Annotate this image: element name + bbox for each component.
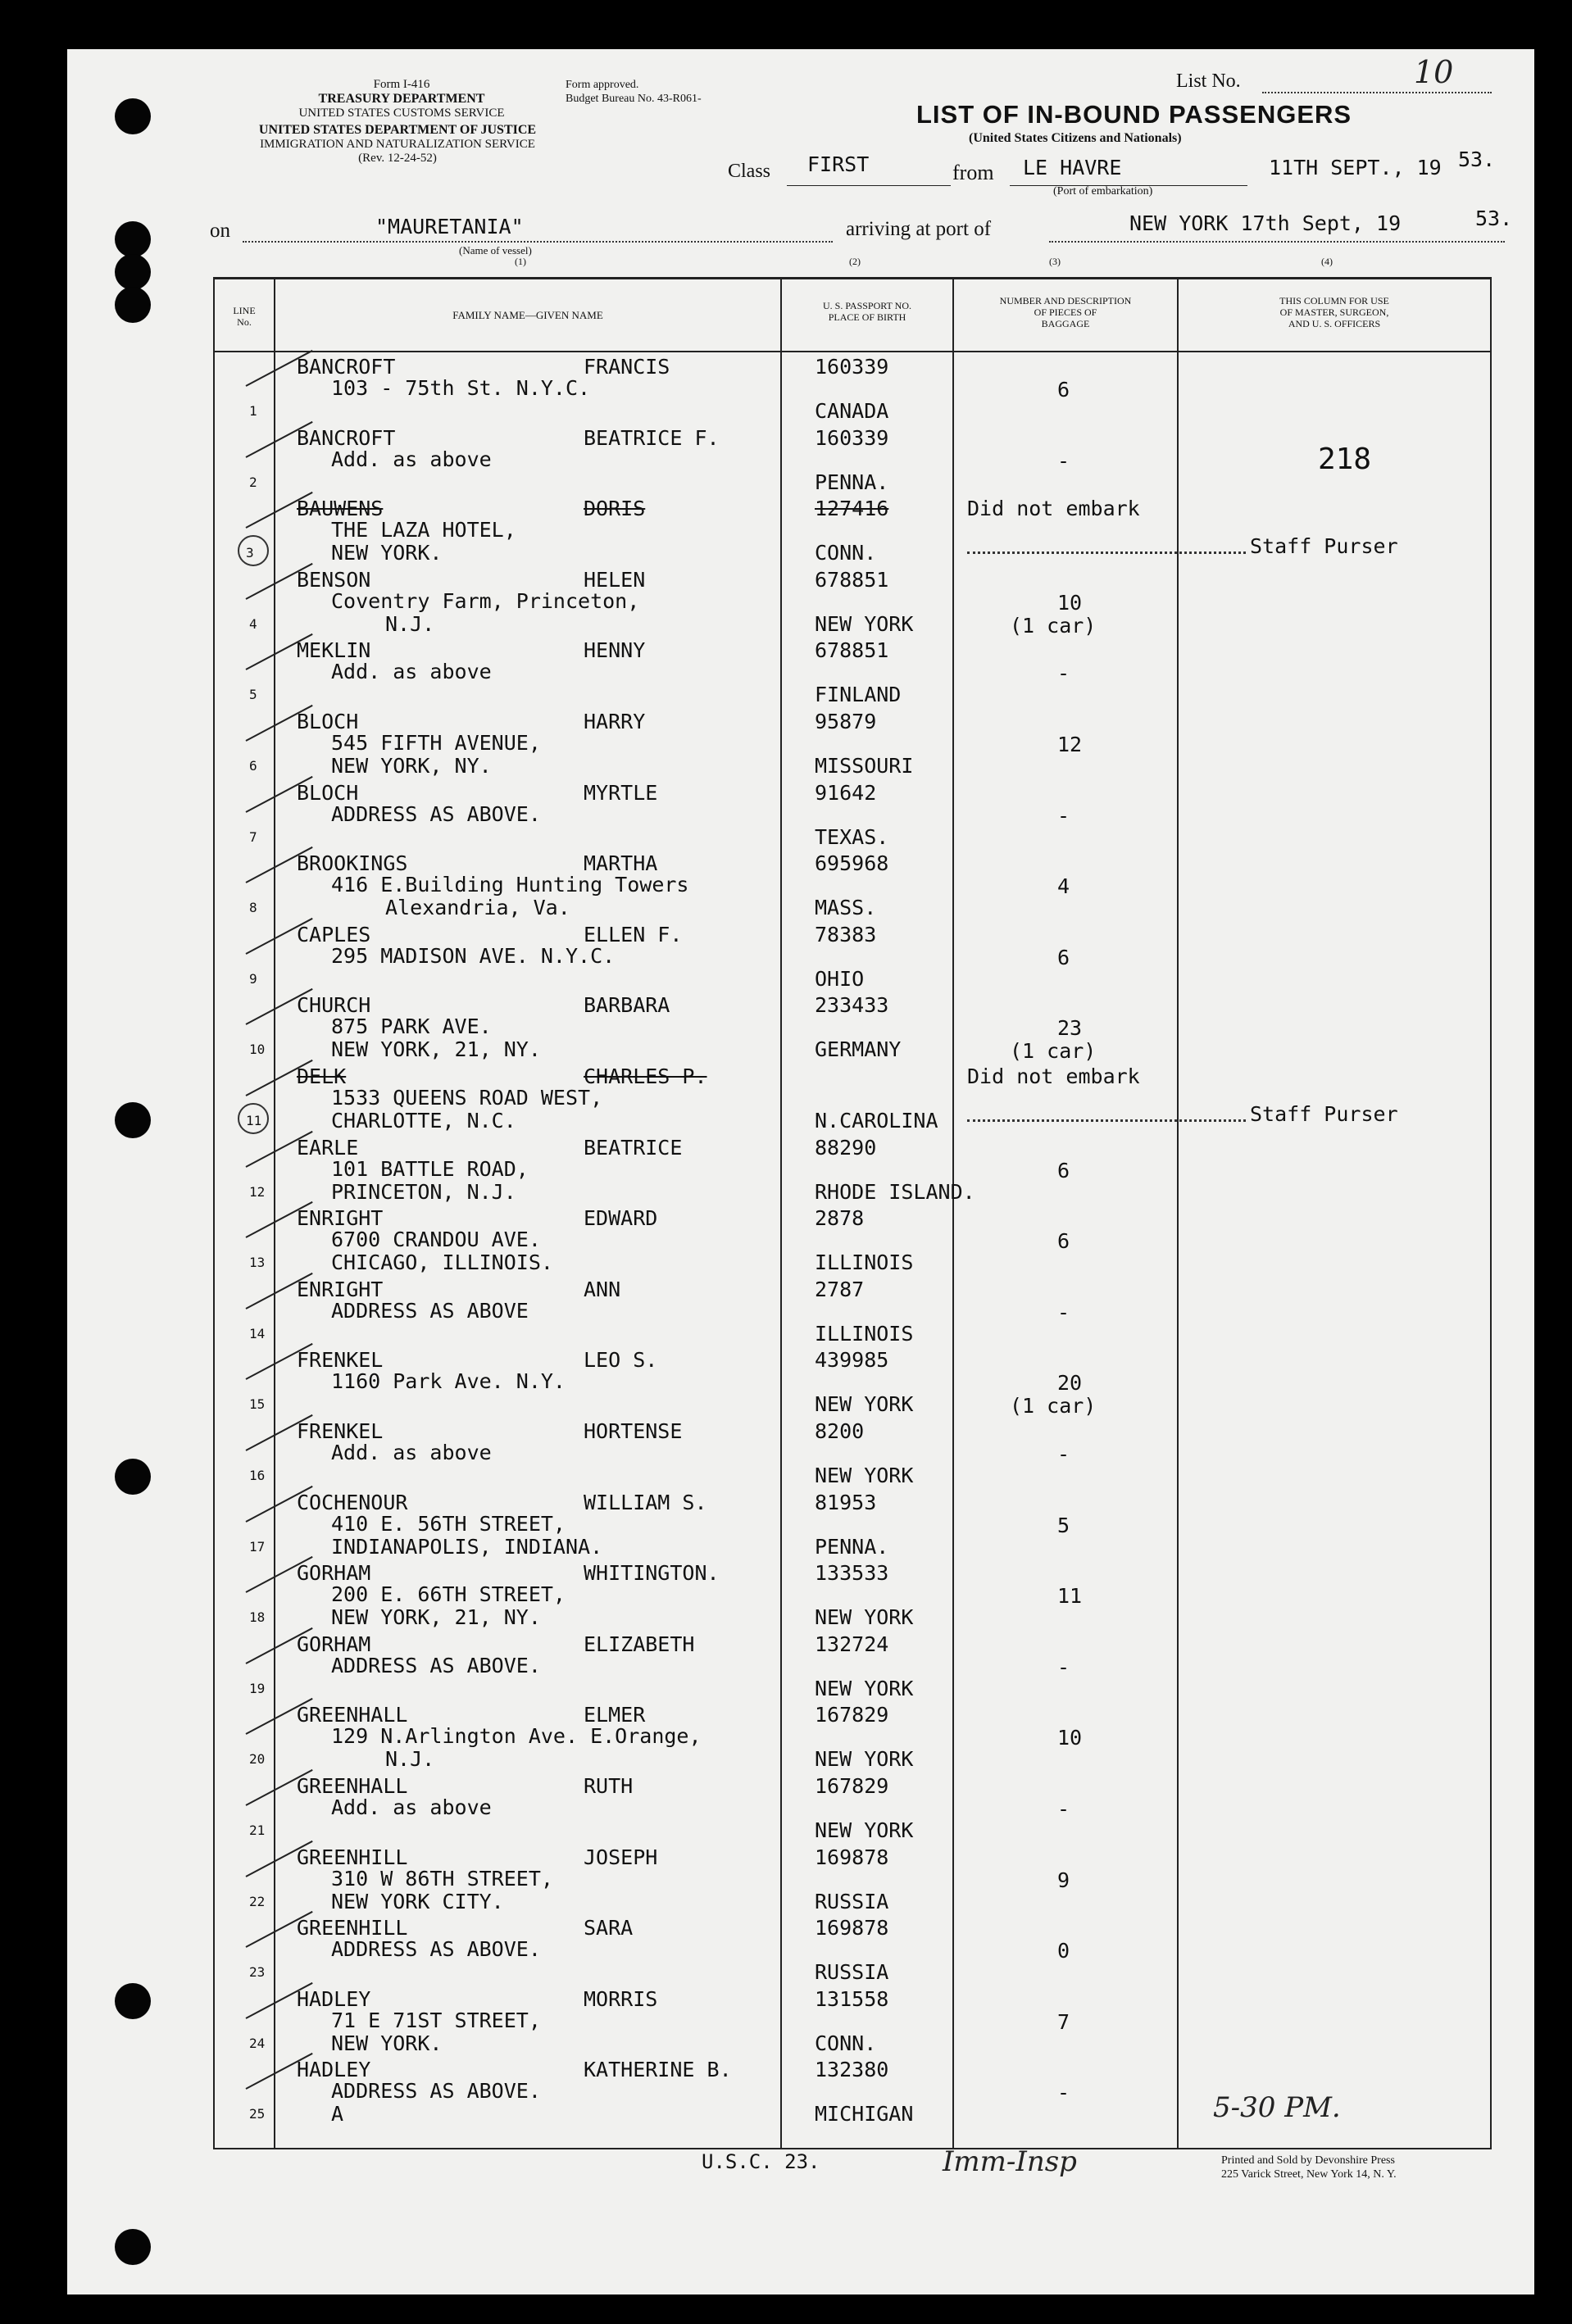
baggage-count: 10 (1057, 590, 1083, 615)
place-of-birth: NEW YORK (815, 1676, 914, 1700)
address-line: N.J. (385, 611, 435, 636)
passport-number: 127416 (815, 497, 889, 521)
passport-number: 132380 (815, 2058, 889, 2082)
line-number: 25 (249, 2106, 266, 2122)
line-number: 22 (249, 1893, 266, 1909)
family-name: MEKLIN (297, 638, 371, 663)
baggage-count: 6 (1057, 378, 1070, 402)
baggage-detail: (1 car) (1010, 613, 1097, 638)
line-number: 9 (249, 970, 257, 987)
officer-note: Staff Purser (1250, 1102, 1398, 1126)
col-header-officers: THIS COLUMN FOR USE OF MASTER, SURGEON, AND U. S. OFFICERS (1279, 295, 1389, 329)
class-label: Class (728, 161, 771, 182)
given-name: ELLEN F. (584, 922, 683, 946)
binder-hole (115, 1983, 151, 2019)
col-number-1: (1) (515, 256, 526, 267)
table-bottom-border (213, 2148, 1492, 2149)
family-name: CHURCH (297, 993, 371, 1018)
address-line: 101 BATTLE ROAD, (331, 1156, 529, 1181)
family-name: GREENHILL (297, 1845, 408, 1869)
place-of-birth: ILLINOIS (815, 1251, 914, 1275)
passport-number: 8200 (815, 1419, 865, 1443)
place-of-birth: ILLINOIS (815, 1321, 914, 1346)
place-of-birth: FINLAND (815, 683, 902, 707)
col-divider-name (780, 277, 782, 2149)
cancelled-circle (238, 535, 269, 566)
address-line: THE LAZA HOTEL, (331, 518, 516, 542)
passport-number: 439985 (815, 1348, 889, 1373)
given-name: MARTHA (584, 851, 658, 876)
baggage-count: Did not embark (967, 1064, 1140, 1088)
given-name: MORRIS (584, 1986, 658, 2011)
passport-number: 132724 (815, 1632, 889, 1656)
baggage-count: 12 (1057, 733, 1083, 756)
passport-number: 131558 (815, 1986, 889, 2011)
printer-imprint: Printed and Sold by Devonshire Press 225 Varick Street, New York 14, N. Y. (1221, 2154, 1397, 2181)
address-line: 129 N.Arlington Ave. E.Orange, (331, 1724, 702, 1749)
family-name: BLOCH (297, 780, 359, 805)
family-name: EARLE (297, 1135, 359, 1160)
place-of-birth: PENNA. (815, 1534, 889, 1559)
address-line: ADDRESS AS ABOVE. (331, 2079, 541, 2104)
given-name: MYRTLE (584, 780, 658, 805)
page-subtitle: (United States Citizens and Nationals) (969, 131, 1182, 145)
place-of-birth: MISSOURI (815, 754, 914, 778)
address-line: N.J. (385, 1747, 435, 1772)
given-name: JOSEPH (584, 1845, 658, 1869)
baggage-count: - (1057, 1654, 1070, 1679)
line-number: 8 (249, 900, 257, 916)
passport-number: 95879 (815, 710, 877, 733)
binder-hole (115, 287, 151, 323)
col-header-passport: U. S. PASSPORT NO. PLACE OF BIRTH (823, 300, 911, 323)
address-line: 875 PARK AVE. (331, 1014, 492, 1039)
place-of-birth: CANADA (815, 399, 889, 423)
dotted-leader (967, 551, 1246, 554)
place-of-birth: CONN. (815, 541, 877, 565)
family-name: HADLEY (297, 1986, 371, 2011)
address-line: 295 MADISON AVE. N.Y.C. (331, 943, 616, 968)
passport-number: 167829 (815, 1774, 889, 1798)
table-header-border (213, 351, 1492, 352)
binder-hole (115, 1459, 151, 1495)
given-name: HARRY (584, 710, 646, 733)
given-name: KATHERINE B. (584, 2058, 732, 2082)
col-header-line: LINE No. (233, 305, 256, 328)
given-name: EDWARD (584, 1206, 658, 1231)
line-number: 17 (249, 1538, 266, 1555)
place-of-birth: NEW YORK (815, 1747, 914, 1772)
line-number: 4 (249, 615, 257, 632)
given-name: HORTENSE (584, 1419, 683, 1443)
line-number: 16 (249, 1468, 266, 1483)
family-name: FRENKEL (297, 1419, 384, 1443)
family-name: GREENHALL (297, 1703, 408, 1727)
given-name: ELIZABETH (584, 1632, 695, 1656)
col-number-2: (2) (849, 256, 861, 267)
binder-hole (115, 2229, 151, 2265)
cancelled-circle (238, 1103, 269, 1134)
officer-note: Staff Purser (1250, 534, 1398, 559)
line-number: 7 (249, 828, 257, 845)
binder-hole (115, 98, 151, 134)
place-of-birth: NEW YORK (815, 1818, 914, 1842)
given-name: BEATRICE F. (584, 425, 720, 450)
place-of-birth: NEW YORK (815, 1605, 914, 1630)
address-line: 1160 Park Ave. N.Y. (331, 1369, 566, 1394)
family-name: BROOKINGS (297, 851, 408, 876)
place-of-birth: CONN. (815, 2031, 877, 2055)
baggage-count: 4 (1057, 874, 1070, 899)
address-line: PRINCETON, N.J. (331, 1179, 516, 1204)
address-line: ADDRESS AS ABOVE. (331, 1653, 541, 1677)
family-name: BANCROFT (297, 355, 396, 379)
family-name: GORHAM (297, 1632, 371, 1656)
family-name: DELK (297, 1064, 347, 1088)
table-right-border (1490, 277, 1492, 2149)
family-name: BENSON (297, 567, 371, 592)
col-divider-line (274, 277, 275, 2149)
address-line: 416 E.Building Hunting Towers (331, 873, 689, 897)
line-number: 11 (246, 1113, 262, 1128)
line-number: 19 (249, 1680, 266, 1696)
family-name: BAUWENS (297, 497, 384, 521)
line-number: 15 (249, 1396, 266, 1413)
address-line: NEW YORK. (331, 541, 443, 565)
baggage-count: 9 (1057, 1868, 1070, 1892)
address-line: Add. as above (331, 447, 492, 471)
address-line: Coventry Farm, Princeton, (331, 588, 640, 613)
table-left-border (213, 277, 215, 2149)
officer-note: 5-30 PM. (1213, 2091, 1341, 2125)
passport-number: 2787 (815, 1277, 865, 1301)
given-name: HENNY (584, 638, 646, 663)
vessel-line (243, 241, 833, 243)
family-name: HADLEY (297, 2058, 371, 2082)
passport-number: 169878 (815, 1916, 889, 1940)
manifest-page (67, 49, 1534, 2294)
arrival-value: NEW YORK 17th Sept, 19 (1129, 211, 1402, 235)
given-name: WILLIAM S. (584, 1490, 707, 1514)
depart-date: 11TH SEPT., 19 (1269, 156, 1442, 179)
address-line: 310 W 86TH STREET, (331, 1866, 553, 1891)
col-header-baggage: NUMBER AND DESCRIPTION OF PIECES OF BAGGAGE (999, 295, 1132, 329)
passport-number: 233433 (815, 993, 889, 1018)
line-number: 20 (249, 1751, 266, 1768)
address-line: ADDRESS AS ABOVE. (331, 1937, 541, 1962)
baggage-detail: (1 car) (1010, 1394, 1097, 1418)
family-name: BLOCH (297, 710, 359, 733)
officer-note: 218 (1318, 442, 1372, 476)
address-line: Alexandria, Va. (385, 896, 570, 920)
given-name: WHITINGTON. (584, 1561, 720, 1586)
approval-note: Form approved. Budget Bureau No. 43-R061- (566, 79, 702, 105)
place-of-birth: GERMANY (815, 1037, 902, 1062)
address-line: 1533 QUEENS ROAD WEST, (331, 1086, 603, 1110)
doj-block: UNITED STATES DEPARTMENT OF JUSTICE IMMIGRATION AND NATURALIZATION SERVICE (Rev. 12-24-52) (258, 123, 537, 165)
passport-number: 167829 (815, 1703, 889, 1727)
passport-number: 678851 (815, 638, 889, 663)
port-value: LE HAVRE (1023, 156, 1122, 179)
form-code: U.S.C. 23. (702, 2150, 820, 2173)
address-line: 410 E. 56TH STREET, (331, 1511, 566, 1536)
port-caption: (Port of embarkation) (1053, 185, 1153, 197)
address-line: CHARLOTTE, N.C. (331, 1109, 516, 1132)
family-name: CAPLES (297, 922, 371, 946)
line-number: 10 (249, 1042, 266, 1058)
baggage-count: 7 (1057, 2009, 1070, 2034)
address-line: 71 E 71ST STREET, (331, 2008, 541, 2032)
passport-number: 2878 (815, 1206, 865, 1231)
given-name: CHARLES P. (584, 1064, 707, 1088)
baggage-count: 10 (1057, 1726, 1083, 1750)
baggage-count: Did not embark (967, 497, 1140, 521)
passport-number: 81953 (815, 1490, 877, 1514)
address-line: Add. as above (331, 1441, 492, 1464)
passport-number: 88290 (815, 1135, 877, 1160)
address-line: 200 E. 66TH STREET, (331, 1582, 566, 1607)
given-name: RUTH (584, 1774, 634, 1798)
place-of-birth: TEXAS. (815, 824, 889, 849)
list-no-value: 10 (1414, 54, 1454, 90)
line-number: 24 (249, 2035, 266, 2051)
arrival-year: 53. (1475, 207, 1513, 230)
family-name: FRENKEL (297, 1348, 384, 1373)
line-number: 23 (249, 1964, 266, 1981)
baggage-count: 11 (1057, 1584, 1083, 1609)
passport-number: 78383 (815, 922, 877, 946)
baggage-count: - (1057, 1797, 1070, 1821)
address-line: NEW YORK, 21, NY. (331, 1605, 541, 1630)
address-line: 103 - 75th St. N.Y.C. (331, 376, 591, 400)
line-number: 5 (249, 687, 257, 703)
line-number: 3 (246, 545, 254, 561)
passport-number: 91642 (815, 780, 877, 805)
address-line: NEW YORK, NY. (331, 754, 492, 778)
passport-number: 160339 (815, 425, 889, 450)
baggage-detail: (1 car) (1010, 1039, 1097, 1064)
place-of-birth: MICHIGAN (815, 2102, 914, 2127)
place-of-birth: NEW YORK (815, 611, 914, 636)
page-title: LIST OF IN-BOUND PASSENGERS (916, 100, 1352, 129)
address-line: NEW YORK, 21, NY. (331, 1037, 541, 1062)
passport-number: 169878 (815, 1845, 889, 1869)
vessel-name: "MAURETANIA" (375, 215, 524, 238)
family-name: GREENHILL (297, 1916, 408, 1940)
place-of-birth: NEW YORK (815, 1392, 914, 1417)
baggage-count: - (1057, 2081, 1070, 2105)
passport-number: 678851 (815, 567, 889, 592)
line-number: 2 (249, 474, 257, 490)
line-number: 12 (249, 1183, 266, 1200)
baggage-count: - (1057, 448, 1070, 473)
passport-number: 133533 (815, 1561, 889, 1586)
place-of-birth: N.CAROLINA (815, 1109, 938, 1132)
line-number: 1 (249, 403, 257, 419)
col-header-name: FAMILY NAME—GIVEN NAME (452, 309, 603, 321)
place-of-birth: NEW YORK (815, 1464, 914, 1487)
baggage-count: 6 (1057, 945, 1070, 969)
table-top-border (213, 277, 1492, 279)
family-name: ENRIGHT (297, 1206, 384, 1231)
baggage-count: 5 (1057, 1513, 1070, 1537)
address-line: NEW YORK. (331, 2031, 443, 2055)
given-name: ANN (584, 1277, 621, 1301)
line-number: 14 (249, 1325, 266, 1341)
address-line: CHICAGO, ILLINOIS. (331, 1251, 553, 1275)
place-of-birth: OHIO (815, 966, 865, 991)
family-name: ENRIGHT (297, 1277, 384, 1301)
address-line: Add. as above (331, 660, 492, 684)
baggage-count: 0 (1057, 1939, 1070, 1963)
inspector-signature: Imm-Insp (943, 2145, 1077, 2178)
family-name: BANCROFT (297, 425, 396, 450)
address-line: 545 FIFTH AVENUE, (331, 731, 541, 755)
line-number: 6 (249, 758, 257, 774)
list-no-line (1262, 92, 1492, 93)
baggage-count: 6 (1057, 1229, 1070, 1254)
given-name: HELEN (584, 567, 646, 592)
arrival-line (1049, 241, 1505, 243)
family-name: COCHENOUR (297, 1490, 408, 1514)
binder-hole (115, 254, 151, 290)
given-name: SARA (584, 1916, 634, 1940)
address-line: ADDRESS AS ABOVE (331, 1298, 529, 1323)
depart-year: 53. (1458, 148, 1496, 171)
given-name: FRANCIS (584, 355, 670, 379)
baggage-count: - (1057, 661, 1070, 686)
given-name: LEO S. (584, 1348, 658, 1373)
col-number-3: (3) (1049, 256, 1061, 267)
address-line: NEW YORK CITY. (331, 1889, 504, 1913)
place-of-birth: MASS. (815, 896, 877, 920)
col-divider-passport (952, 277, 954, 2149)
col-number-4: (4) (1321, 256, 1333, 267)
line-number: 18 (249, 1609, 266, 1626)
given-name: ELMER (584, 1703, 646, 1727)
place-of-birth: RHODE ISLAND. (815, 1179, 975, 1204)
address-line: INDIANAPOLIS, INDIANA. (331, 1534, 603, 1559)
baggage-count: - (1057, 1300, 1070, 1324)
form-id-block: Form I-416 TREASURY DEPARTMENT UNITED STATES CUSTOMS SERVICE (298, 78, 505, 120)
place-of-birth: RUSSIA (815, 1889, 889, 1913)
given-name: BEATRICE (584, 1135, 683, 1160)
col-divider-baggage (1177, 277, 1179, 2149)
on-label: on (210, 220, 230, 242)
given-name: BARBARA (584, 993, 670, 1018)
passport-number: 695968 (815, 851, 889, 876)
given-name: DORIS (584, 497, 646, 521)
dotted-leader (967, 1119, 1246, 1122)
address-line: Add. as above (331, 1795, 492, 1819)
baggage-count: - (1057, 803, 1070, 828)
arriving-label: arriving at port of (846, 218, 992, 240)
address-line: ADDRESS AS ABOVE. (331, 801, 541, 826)
line-number: 21 (249, 1822, 266, 1838)
baggage-count: 20 (1057, 1371, 1083, 1396)
class-underline (787, 185, 951, 186)
family-name: GREENHALL (297, 1774, 408, 1798)
from-label: from (952, 161, 994, 184)
class-value: FIRST (807, 152, 870, 176)
vessel-caption: (Name of vessel) (459, 244, 532, 256)
baggage-count: 23 (1057, 1016, 1083, 1041)
list-no-label: List No. (1176, 70, 1241, 92)
address-line: 6700 CRANDOU AVE. (331, 1228, 541, 1252)
place-of-birth: RUSSIA (815, 1960, 889, 1985)
family-name: GORHAM (297, 1561, 371, 1586)
baggage-count: - (1057, 1442, 1070, 1466)
line-number: 13 (249, 1255, 266, 1271)
place-of-birth: PENNA. (815, 470, 889, 494)
binder-hole (115, 221, 151, 257)
passport-number: 160339 (815, 355, 889, 379)
binder-hole (115, 1102, 151, 1138)
baggage-count: 6 (1057, 1158, 1070, 1182)
address-line: A (331, 2102, 344, 2127)
